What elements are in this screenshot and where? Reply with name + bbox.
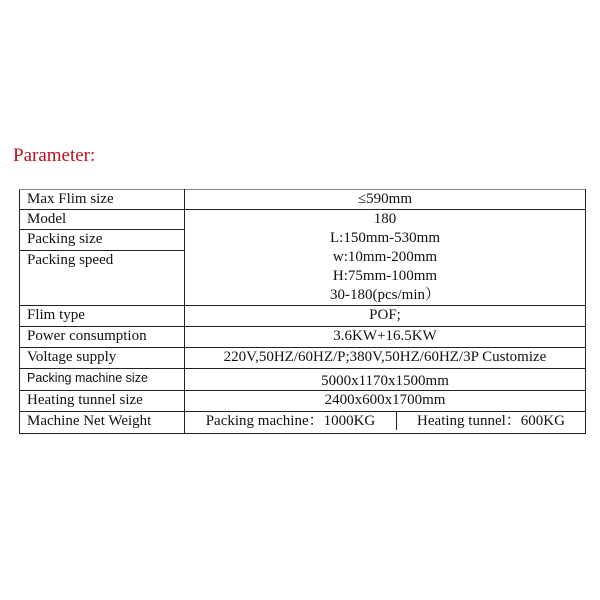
table-row	[20, 327, 586, 348]
table-row	[20, 369, 586, 391]
row-value: 2400x600x1700mm	[185, 391, 586, 412]
row-label: Heating tunnel size	[20, 391, 185, 412]
row-label: Max Flim size	[20, 190, 185, 210]
table-row	[20, 348, 586, 369]
table-row	[20, 190, 586, 210]
row-value: H:75mm-100mm	[332, 268, 438, 284]
row-label: Power consumption	[20, 327, 185, 348]
row-value: 3.6KW+16.5KW	[185, 327, 586, 348]
row-value: w:10mm-200mm	[332, 249, 438, 265]
row-label: Flim type	[20, 306, 185, 327]
parameter-table	[19, 189, 586, 434]
row-label: Machine Net Weight	[20, 412, 185, 434]
row-value: POF;	[185, 306, 586, 327]
row-value: 5000x1170x1500mm	[185, 369, 586, 391]
row-value: 180	[373, 211, 397, 227]
row-value-group	[185, 412, 586, 434]
table-row	[20, 210, 586, 230]
row-label: Model	[20, 210, 185, 230]
row-value: 30-180(pcs/min）	[330, 287, 440, 303]
table-row	[20, 391, 586, 412]
row-value: Packing machine：1000KG	[185, 412, 397, 430]
row-label: Voltage supply	[20, 348, 185, 369]
row-label: Packing size	[20, 230, 185, 251]
table-row	[20, 306, 586, 327]
row-value: ≤590mm	[185, 190, 586, 210]
row-value: L:150mm-530mm	[330, 230, 440, 246]
section-heading: Parameter:	[13, 145, 96, 166]
row-value-group	[185, 210, 586, 306]
row-label: Packing speed	[20, 251, 185, 306]
row-label: Packing machine size	[20, 369, 185, 391]
table-row	[20, 412, 586, 434]
row-value: Heating tunnel：600KG	[417, 413, 565, 429]
row-value: 220V,50HZ/60HZ/P;380V,50HZ/60HZ/3P Customize	[185, 348, 586, 369]
